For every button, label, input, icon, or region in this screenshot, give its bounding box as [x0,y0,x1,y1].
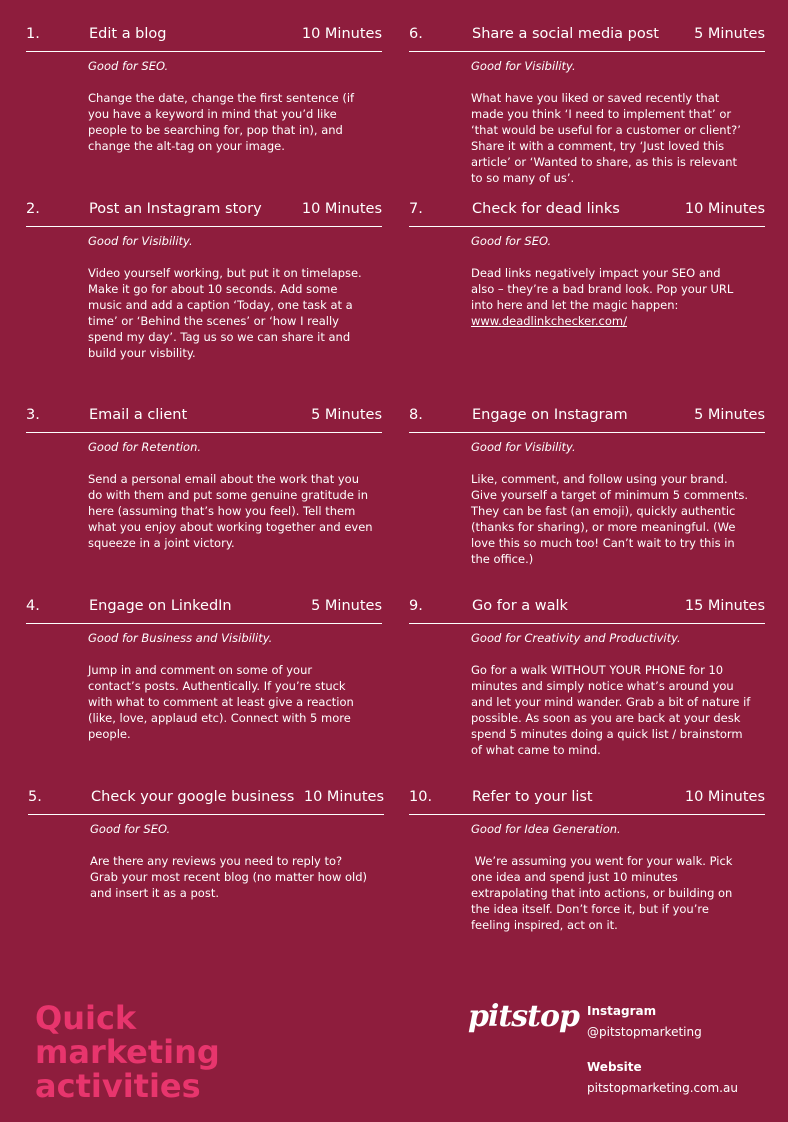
activity-duration: 10 Minutes [301,26,382,42]
description-line: Go for a walk WITHOUT YOUR PHONE for 10 [471,663,724,677]
description-line: Give yourself a target of minimum 5 comments. [471,488,749,502]
activity-item [26,596,382,741]
description-line: minutes and simply notice what’s around you [471,679,734,693]
activity-divider [409,226,765,227]
activity-divider [409,51,765,52]
description-line: love this so much too! Can’t wait to try this in [471,536,735,550]
description-line: made you think ‘I need to implement that’ or [471,107,732,121]
activity-header [26,405,382,425]
activity-item [409,24,765,185]
activity-duration: 10 Minutes [301,201,382,217]
footer-title-line: activities [35,1067,201,1105]
footer-title-line: Quick [35,999,137,1037]
description-line: do with them and put some genuine gratitude in [88,488,369,502]
activity-header [409,199,765,219]
description-line: one idea and spend just 10 minutes [471,870,678,884]
activity-description [471,471,771,567]
activity-benefit: Good for Retention. [88,440,202,454]
description-line: time’ or ‘Behind the scenes’ or ‘how I really [88,314,339,328]
activity-description [471,90,771,186]
activity-header [26,24,382,44]
description-line: Send a personal email about the work that you [88,472,359,486]
activity-header [26,199,382,219]
description-line: ‘that would be useful for a customer or client?’ [471,123,741,137]
description-line: what you enjoy about working together and even [88,520,373,534]
activity-divider [409,432,765,433]
description-line: We’re assuming you went for your walk. Pick [471,854,733,868]
activity-title: Engage on LinkedIn [89,598,232,614]
description-line: into here and let the magic happen: [471,298,679,312]
activity-benefit: Good for Creativity and Productivity. [471,631,681,645]
description-line: Grab your most recent blog (no matter how old) [90,870,368,884]
description-line: Dead links negatively impact your SEO and [471,266,721,280]
activity-divider [28,814,384,815]
description-line: Are there any reviews you need to reply to? [90,854,343,868]
activity-duration: 5 Minutes [311,598,382,614]
activity-duration: 10 Minutes [684,201,765,217]
description-line: and insert it as a post. [90,886,219,900]
description-line: also – they’re a bad brand look. Pop your URL [471,282,734,296]
description-line: spend my day’. Tag us so we can share it and [88,330,351,344]
activity-divider [26,432,382,433]
description-line: extrapolating that into actions, or building on [471,886,733,900]
activity-item [26,405,382,550]
description-line: the idea itself. Don’t force it, but if you’re [471,902,709,916]
description-line: (thanks for sharing), or more meaningful. (We [471,520,736,534]
description-line: people. [88,727,131,741]
activity-item [409,199,765,328]
description-line: people to be searching for, pop that in), and [88,123,343,137]
description-line: here (assuming that’s how you feel). Tell them [88,504,356,518]
description-line: feeling inspired, act on it. [471,918,618,932]
activity-description [88,662,388,742]
instagram-handle[interactable]: @pitstopmarketing [587,1025,702,1039]
description-line: to so many of us’. [471,171,575,185]
instagram-label: Instagram [587,1004,657,1018]
pitstop-logo: pitstop [468,999,579,1034]
activity-description [88,265,388,361]
activity-number: 9. [409,598,423,614]
description-line: music and add a caption ‘Today, one task at a [88,298,353,312]
activity-benefit: Good for Visibility. [471,440,576,454]
description-line: contact’s posts. Authentically. If you’re stuck [88,679,346,693]
activity-title: Engage on Instagram [472,407,628,423]
activity-benefit: Good for Business and Visibility. [88,631,273,645]
activity-number: 4. [26,598,40,614]
description-line: Share it with a comment, try ‘Just loved this [471,139,725,153]
website-label: Website [587,1060,642,1074]
activity-duration: 5 Minutes [694,407,765,423]
activity-item [409,596,765,757]
activity-title: Share a social media post [472,26,659,42]
activity-number: 6. [409,26,423,42]
description-line: build your visbility. [88,346,196,360]
description-line: article’ or ‘Wanted to share, as this is relevant [471,155,738,169]
activity-title: Post an Instagram story [89,201,262,217]
activity-divider [409,623,765,624]
activity-duration: 15 Minutes [684,598,765,614]
footer-title-line: marketing [35,1033,220,1071]
activity-number: 5. [28,789,42,805]
activity-header [409,405,765,425]
activity-title: Email a client [89,407,188,423]
activity-number: 1. [26,26,40,42]
activity-benefit: Good for SEO. [88,59,169,73]
activity-item [26,24,382,153]
description-line: Change the date, change the first sentence (if [88,91,355,105]
description-line: What have you liked or saved recently that [471,91,720,105]
activity-item [26,199,382,360]
description-line: change the alt-tag on your image. [88,139,285,153]
activity-benefit: Good for SEO. [90,822,171,836]
activity-number: 7. [409,201,423,217]
activity-benefit: Good for SEO. [471,234,552,248]
activity-header [26,596,382,616]
activity-header [409,787,765,807]
activity-divider [26,51,382,52]
description-line: and let your mind wander. Grab a bit of nature if [471,695,751,709]
activity-item [409,405,765,566]
activity-title: Check for dead links [472,201,620,217]
activity-title: Edit a blog [89,26,167,42]
activity-header [409,24,765,44]
activity-description [471,265,771,329]
activity-title: Check your google business [91,789,295,805]
activity-divider [26,226,382,227]
activity-description [471,853,771,933]
description-line: Make it go for about 10 seconds. Add some [88,282,338,296]
description-line: with what to comment at least give a reaction [88,695,354,709]
activity-number: 3. [26,407,40,423]
description-line: possible. As soon as you are back at your desk [471,711,741,725]
activity-description [88,90,388,154]
activity-item [409,787,765,932]
activity-title: Refer to your list [472,789,593,805]
website-url[interactable]: pitstopmarketing.com.au [587,1081,738,1095]
activity-benefit: Good for Idea Generation. [471,822,621,836]
activity-divider [26,623,382,624]
activity-description [88,471,388,551]
activity-description [471,662,771,758]
activity-number: 8. [409,407,423,423]
activity-benefit: Good for Visibility. [471,59,576,73]
description-line: Jump in and comment on some of your [88,663,313,677]
activity-duration: 5 Minutes [694,26,765,42]
activity-description [90,853,390,901]
description-line: Video yourself working, but put it on timelapse. [88,266,362,280]
activity-header [28,787,384,807]
activity-benefit: Good for Visibility. [88,234,193,248]
activity-duration: 5 Minutes [311,407,382,423]
description-line: you have a keyword in mind that you’d like [88,107,337,121]
activity-duration: 10 Minutes [684,789,765,805]
description-line: the office.) [471,552,534,566]
footer-title [35,1001,220,1103]
activity-divider [409,814,765,815]
activity-item [28,787,384,900]
description-line: Like, comment, and follow using your brand. [471,472,728,486]
description-line: of what came to mind. [471,743,601,757]
activity-duration: 10 Minutes [303,789,384,805]
dead-link-checker-link[interactable]: www.deadlinkchecker.com/ [471,314,627,328]
description-line: They can be fast (an emoji), quickly authentic [471,504,736,518]
activity-number: 10. [409,789,433,805]
activity-title: Go for a walk [472,598,568,614]
description-line: spend 5 minutes doing a quick list / brainstorm [471,727,743,741]
activity-header [409,596,765,616]
activity-number: 2. [26,201,40,217]
description-line: (like, love, applaud etc). Connect with 5 more [88,711,351,725]
description-line: squeeze in a joint victory. [88,536,235,550]
